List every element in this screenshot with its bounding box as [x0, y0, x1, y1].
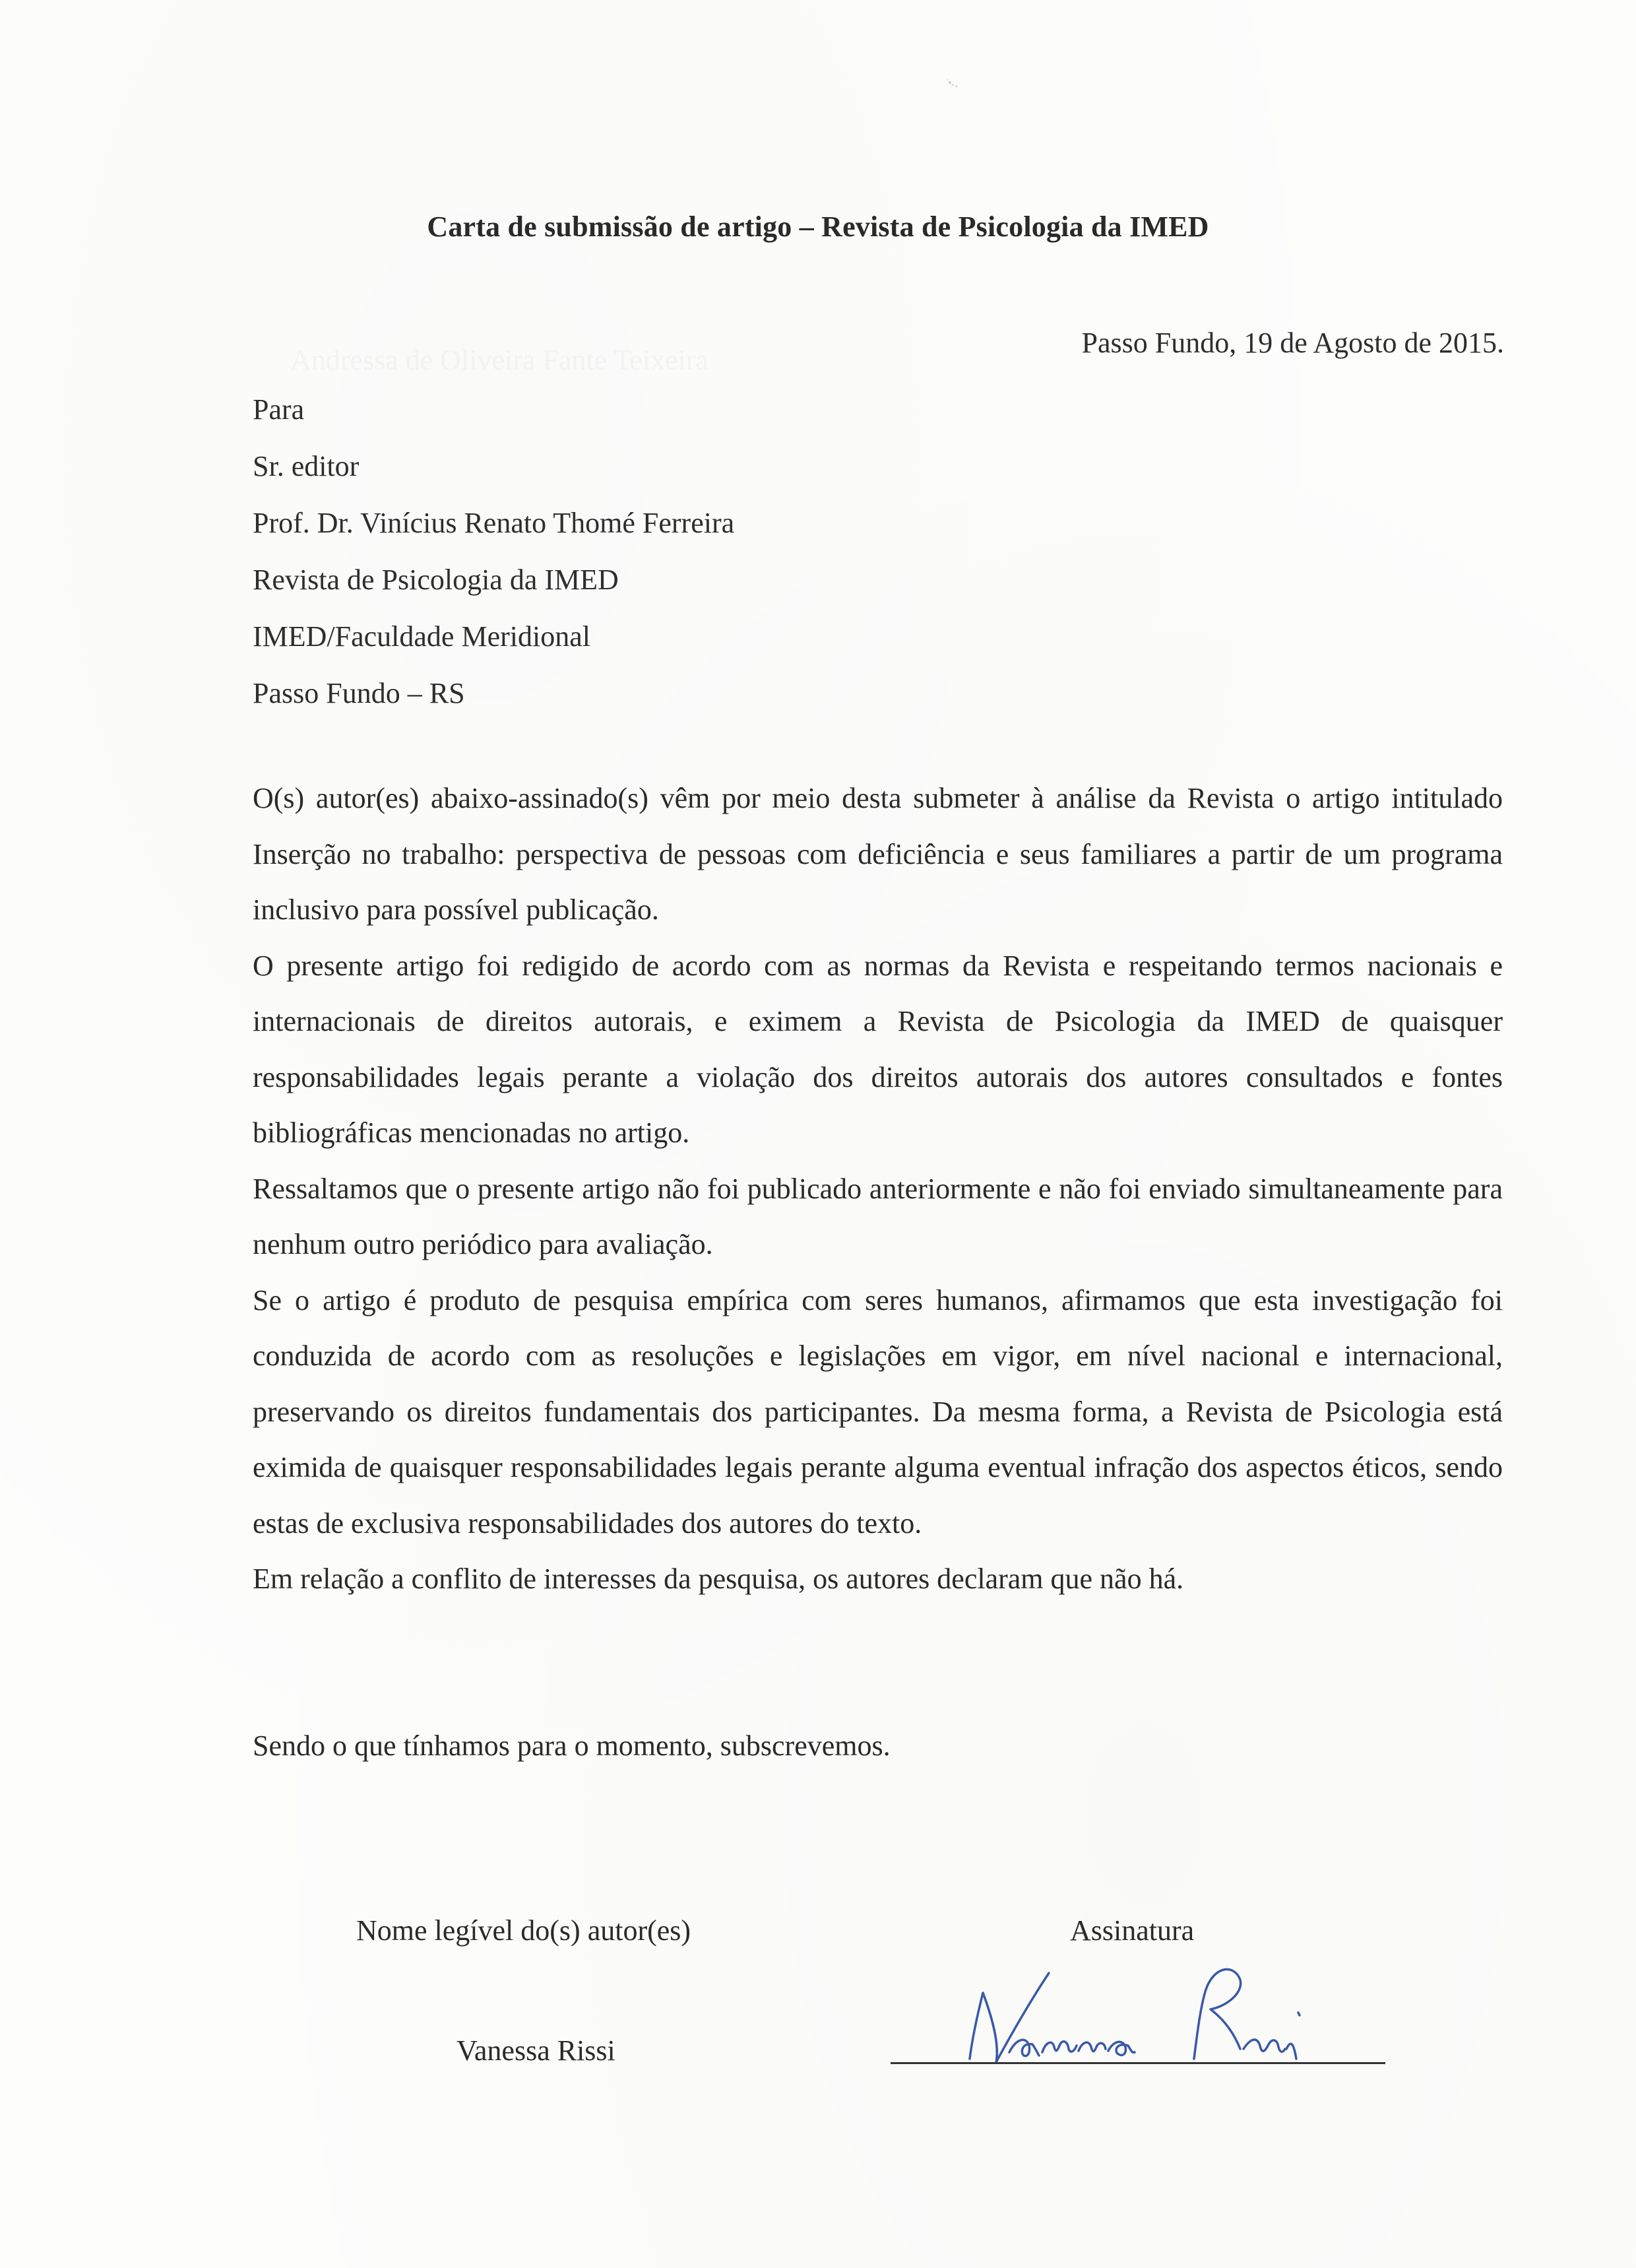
showthrough-text: Andressa de Oliveira Fante Teixeira [290, 344, 708, 376]
paragraph-originality: Ressaltamos que o presente artigo não foi publicado anteriormente e não foi enviado simultaneamente para nenhum outro periódico para avaliação. [253, 1172, 1503, 1260]
letter-body [253, 771, 1503, 1607]
paragraph-copyright: O presente artigo foi redigido de acordo com as normas da Revista e respeitando termos nacionais e internacionais de direitos autorais, e eximem a Revista de Psicologia da IMED de quaisquer responsabilidades legais perante a violação dos direitos autorais dos autores consultados e fontes bibliográficas mencionadas no artigo. [253, 949, 1503, 1149]
addressee-line: Prof. Dr. Vinícius Renato Thomé Ferreira [253, 507, 735, 539]
paragraph-conflict-of-interest: Em relação a conflito de interesses da pesquisa, os autores declaram que não há. [253, 1563, 1184, 1595]
addressee-line: Sr. editor [253, 450, 360, 482]
author-name: Vanessa Rissi [456, 2034, 615, 2067]
addressee-line: IMED/Faculdade Meridional [253, 620, 590, 653]
addressee-line: Passo Fundo – RS [253, 677, 465, 709]
handwritten-signature [884, 1953, 1385, 2079]
addressee-block [253, 381, 734, 722]
addressee-line: Revista de Psicologia da IMED [253, 564, 619, 596]
document-title: Carta de submissão de artigo – Revista de Psicologia da IMED [427, 211, 1209, 243]
signature-label: Assinatura [1070, 1914, 1195, 1947]
signature-line [891, 2062, 1385, 2064]
scan-speck-mark [943, 76, 963, 90]
addressee-line: Para [253, 393, 305, 426]
paragraph-submission: O(s) autor(es) abaixo-assinado(s) vêm por meio desta submeter à análise da Revista o artigo intitulado Inserção no trabalho: perspectiva de pessoas com deficiência e seus familiares a partir de um programa inclusivo para possível publicação. [253, 782, 1503, 926]
author-name-label: Nome legível do(s) autor(es) [356, 1914, 691, 1947]
paragraph-ethics: Se o artigo é produto de pesquisa empírica com seres humanos, afirmamos que esta investigação foi conduzida de acordo com as resoluções e legislações em vigor, em nível nacional e internacional, preservando os direitos fundamentais dos participantes. Da mesma forma, a Revista de Psicologia está eximida de quaisquer responsabilidades legais perante alguma eventual infração dos aspectos éticos, sendo estas de exclusiva responsabilidades dos autores do texto. [253, 1283, 1503, 1539]
closing-line: Sendo o que tínhamos para o momento, subscrevemos. [253, 1730, 891, 1762]
place-date: Passo Fundo, 19 de Agosto de 2015. [1081, 327, 1504, 359]
